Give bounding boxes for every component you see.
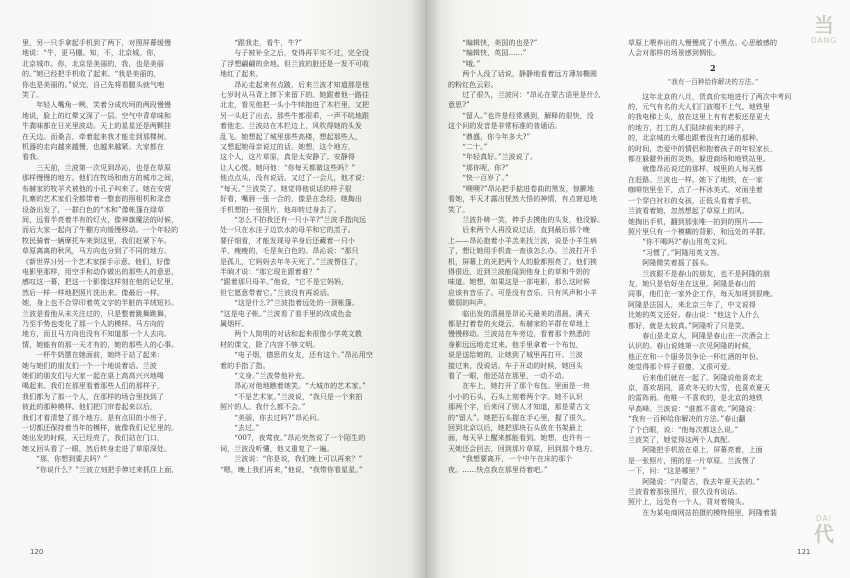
text-line: 意思?”	[448, 101, 470, 110]
chapter-epigraph: “我有一百种给你解决的方法。”	[667, 78, 759, 87]
left-column-1	[22, 38, 205, 543]
text-line: 她与她们的朋友们一个一个地说着话。兰波	[22, 361, 157, 370]
text-line: 情，她能有的那一天才有的，她的那些人的心事。	[22, 340, 179, 349]
text-line: 年轻人嘴角一咧，笑着分成坎坷的两段慢慢	[22, 101, 172, 110]
text-line: 接过来，没说话。车子开动的时候，她回头	[448, 361, 583, 370]
text-line: 北京城市。你，北京是美丽的，我，也是美丽	[22, 59, 164, 68]
text-line: “鼎盛，你今年多大?”	[448, 132, 531, 141]
text-line: 是孤儿，它妈妈去年冬天死了。”兰波愣住了，	[220, 257, 363, 266]
text-line: “不是艺术家。”兰波说，“我只是一个来拍	[220, 392, 363, 401]
right-column-2	[628, 38, 798, 543]
text-line: “你说什么？”兰波立刻把手伸过来抓住上面，	[22, 465, 179, 474]
text-line: 看了一眼，他还站在那里，一动不动。	[448, 372, 569, 380]
text-line: 的粉红色云彩。	[448, 80, 498, 89]
text-line: “电子烟，德思的女友，还有这个。”昂沁用空	[220, 351, 373, 360]
text-line: “怎么不拍我还有一只小羊?”兰波手指向远	[220, 215, 367, 224]
column-continuation	[628, 38, 798, 59]
text-line: 乱飞。她想起了城里那些高楼，想起那些人，	[220, 132, 362, 141]
text-line: 两个人简明的对话和起来很像小学英文教	[220, 330, 362, 339]
text-line: 比她的英文还好。春山说：“他这个人什么	[628, 311, 760, 320]
text-line: 彼此的那种模样。他们把门帘卷起来以后，	[22, 403, 157, 412]
text-line: “007，夜莺夜。”昂沁突然说了一个陌生的	[220, 434, 366, 443]
text-line: 兰波看着她，忽然想起了草原上的风。	[628, 207, 749, 216]
text-line: 词，兰波没听懂，他又重复了一遍。	[220, 444, 334, 453]
text-line: 笑了。	[22, 91, 44, 100]
text-line: 然后一样一样地把照片洗出来。像最后一样。	[22, 288, 164, 297]
text-line: 牧民骑着一辆摩托车来到这里，我们赶紧下车。	[22, 236, 172, 245]
text-line: 应该有音乐了。可是没有音乐，只有风声和小羊	[448, 288, 598, 297]
text-line: 的时间，恋爱中的情侣和抱着孩子的年轻家长，	[628, 144, 778, 153]
text-line: 乃至手势也变化了那一个人的模样。马方向的	[22, 319, 164, 328]
text-line: 里，另一只手拿起手机到了两下，对照屏幕缓慢	[22, 39, 172, 47]
text-line: 我们才看清楚了那个地方。是有点旧的小房子，	[22, 413, 172, 422]
text-line: 后来两个人再没说过话，直到最后那个晚	[448, 226, 590, 235]
text-line: 间，远看半亮着半有的灯火，像神旗魔法的时候，	[22, 215, 179, 224]
text-line: 咖啡馆里坐下，点了一杯冰美式。对面坐着	[628, 186, 763, 195]
text-line: 这个人，这片草原，真是太安静了。安静得	[220, 153, 355, 162]
magazine-mark-pinyin: DAI	[816, 514, 832, 523]
text-line: 她们的朋友们与大家一起在桌上高高兴兴地喝	[22, 372, 164, 380]
text-line: 的。”她已经把手机收了起来。“我是美丽的，	[22, 70, 161, 79]
text-line: 要仔细看，才能发现母羊身后还藏着一只小	[220, 236, 355, 245]
text-line: 处一只在水洼子边饮水的母羊和它的羔子。	[220, 226, 355, 235]
text-line: 兰波是看他从未关注过的，只是整着跳舞跳舞，	[22, 309, 172, 318]
text-line: 而后大家一起向了牛棚方向缓慢移动。一个年轻的	[22, 226, 179, 235]
text-line: 京，喜欢胡同，喜欢冬天的大雪，也喜欢夏天	[628, 384, 770, 392]
text-line: 小小的石头，石头上刻着两个字。她不认识	[448, 392, 583, 401]
text-line: 面，每天早上醒来都能看到。她想，也许有一	[448, 434, 590, 443]
magazine-mark-char: 当	[814, 13, 834, 37]
text-line: 感叹这一幕，把这一个影像这样刻在他的记忆里，	[22, 278, 179, 287]
text-line: “每天。”兰波笑了。她觉得他说话的样子很	[220, 184, 352, 193]
text-line: “年轻真好。”兰波说了。	[448, 153, 538, 162]
text-line: “二十。”	[448, 143, 488, 152]
text-line: 地红了起来。	[220, 70, 263, 79]
text-line: “这是什么?”兰波指着远处的一顶帐篷。	[220, 299, 360, 308]
text-line: 她觉得那个样子很傻，又很可爱。	[628, 363, 735, 372]
text-line: 她出发的时候，天已经亮了，我们站在门口，	[22, 434, 164, 443]
text-line: 地说：“牛，更马棚。知，不，北京城。你，	[22, 49, 161, 58]
text-line: 牛粪味都在日光里波动。天上的星星还是两颗挂	[22, 122, 172, 131]
text-line: 阿隆微笑着摇了摇头。	[628, 259, 714, 268]
chapter-number: 2	[710, 62, 716, 73]
text-line: 得很近，近到兰波能闻到他身上的草和牛奶的	[448, 267, 590, 276]
text-line: 认识的。春山说她第一次见阿隆的时候，	[628, 342, 756, 351]
text-line: 这个问的发音是非常标准的普通话。	[448, 122, 562, 131]
text-line: “去过。”	[220, 424, 260, 433]
text-line: 了个白眼，说：“他每次都这么说。”	[628, 425, 739, 434]
text-line: 兰波跟不是春山的朋友，也不是阿隆的朋	[628, 269, 770, 278]
text-line: 着他走。兰波站在木栏边上，风吹得她的头发	[220, 122, 362, 131]
text-line: 同事，他们在一家外企工作，每天加班到很晚。	[628, 290, 778, 299]
text-line: 着的手指了指。	[220, 361, 270, 370]
right-column-1	[448, 38, 616, 543]
text-line: 笑了。	[448, 205, 470, 214]
text-line: 半晌才说：“那它现在跟着谁？”	[220, 267, 320, 276]
magazine-mark-char: 代	[814, 522, 834, 546]
text-line: 她掏出手机，翻到那张唯一拍到的照片——	[628, 217, 763, 226]
text-line: 阿隆是法国人，来北京三年了，中文说得	[628, 300, 756, 309]
text-line: 又想起她母亲说过的话。她想，这个地方，	[220, 143, 355, 152]
text-line: 的我电梯上头，放在这里上有有老板还是更大	[628, 113, 770, 122]
left-column-2	[220, 38, 405, 543]
text-line: 在车上，她打开了那个布包。里面是一块	[448, 382, 590, 391]
text-line: 阿隆把手机放在桌上，屏幕亮着，上面	[628, 446, 763, 455]
text-line: 七岁时从马背上摔下来留下的。她跟着他一路往	[220, 91, 370, 100]
text-line: 昂沁走起来有点跛，后来兰波才知道那是他	[220, 80, 370, 89]
text-line: 另一头赶了出去。那些牛都很乖，一声不吭地跟	[220, 111, 370, 120]
text-line: 微弱的叫声。	[448, 299, 491, 308]
text-line: 身影远远地走过来。他手里拿着一个布包，	[448, 340, 583, 349]
text-line: 让人心慌。她问他：“你每天都做这些吗？”	[220, 163, 356, 172]
text-line: 但它愿意带着它。”兰波没有再说话。	[220, 288, 334, 297]
text-line: 我们都为了那一个人，在那样的场合里找到了	[22, 392, 164, 401]
text-line: 的“留人”。她把石头握在手心里，握了很久。	[448, 413, 591, 422]
text-line: “噢噢?”昂沁把手掂进卷曲的黑发，惊颤地	[448, 184, 595, 193]
text-line: “我有一百种给你解决的方法。”春山翻	[628, 415, 746, 424]
text-line: 她，身上也不合穿印着英文字的半脏的羊绒短衫。	[22, 299, 179, 308]
text-line: 一杯牛奶摆在她面前，她终于站了起来：	[22, 351, 164, 360]
text-line: “留人。”也许是经常遇到，解释的很快，没	[448, 111, 594, 120]
text-line: 是一张照片，照的是一片草原。兰波愣了	[628, 456, 756, 465]
text-line: 那样慢慢的地方。他们在牧场和南方的城市之间，	[22, 174, 179, 183]
magazine-mark-pinyin: DANG	[810, 36, 838, 45]
text-line: 喝起来。我们在那里看着那些人们的那样子，	[22, 382, 164, 391]
text-line: 他点点头，没有说话。又过了一会儿，他才说：	[220, 174, 370, 183]
page-number-left: 120	[30, 548, 44, 556]
text-line: 友，她只是恰好坐在这里。阿隆是春山的	[628, 279, 756, 288]
text-line: 在赶路。兰波也一样。她下了地铁，在一家	[628, 175, 763, 184]
text-line: 的，元气有名的大人们门波喘不上气。地铁里	[628, 103, 770, 112]
text-line: “你不喝吗?”春山用英文问。	[628, 238, 732, 247]
text-line: 两个人没了话说，静静地看着远方薄加椭圆	[448, 70, 598, 79]
text-line: 草原离离的秋风，马方向也分到了不同的地方。	[22, 247, 172, 256]
text-line: 《新世界》)另一个艺术家探手示意。他们，好像	[22, 257, 171, 266]
text-line: 的地方，打工的人们陆续前来的样子，	[628, 123, 749, 132]
text-line: 都是打着卷的火烧云，布赫家的羊群在草地上	[448, 319, 590, 328]
text-line: 慢慢移动。兰波站在车旁边，看着那个熟悉的	[448, 330, 590, 339]
text-line: 的雷阵雨。他唯一不喜欢的，是北京的地铁	[628, 394, 763, 403]
text-line: 回到北京以后，她把那块石头放在书架最上	[448, 424, 583, 433]
text-line: 扎寨的艺术家们全都带着一整套的照相机和录音	[22, 195, 172, 204]
text-line: 照片里只有一个模糊的背影，和远处的羊群。	[628, 227, 770, 236]
text-line: 过了很久，兰波问：“昂沁在蒙古语里是什么	[448, 91, 601, 100]
text-line: 了浮想翩翩的余地。但兰波的脏还是一发不可收	[220, 59, 370, 68]
chapter-body	[628, 92, 798, 519]
text-line: 兰波看着那张照片，很久没有说话。	[628, 488, 742, 497]
page-number-right: 121	[797, 548, 811, 556]
text-line: 与子被补全之后，变得再平实不过，完全没	[220, 49, 370, 58]
text-line: 地说，脸上的红晕又深了一层。空气中青草味和	[22, 111, 172, 120]
text-line: 羊，瘦瘦的，毛是灰白色的。昂沁说：“那只	[220, 247, 359, 256]
text-line: 说是送给她的，让她到了城里再打开。兰波	[448, 351, 583, 360]
text-line: 材的课文，除了内容不够文明。	[220, 340, 320, 349]
text-line: “编辑快，英国……”	[448, 49, 527, 58]
text-line: 兰波笑了，她觉得这两个人真配。	[628, 436, 735, 445]
text-line: 一下，问：“这是哪里？”	[628, 467, 707, 476]
text-line: “编辑快，美国的也是?”	[448, 39, 538, 47]
text-line: “那你呢，你?”	[448, 163, 509, 172]
text-line: 兰波说：“你是说，我们晚上可以再来？”	[220, 455, 363, 464]
text-line: 在为某电商网站拍摄的模特照里，阿隆着装	[628, 508, 778, 517]
text-line: 后来他们就在一起了。阿隆说他喜欢北	[628, 373, 763, 382]
text-line: 就像昂沁说过的那样，城里的人每天都	[628, 165, 763, 174]
text-line: 天她还会回去，回到那片草原，回到那个地方。	[448, 444, 598, 453]
text-line: 一个穿白衬衫的女孩，正低头看着手机。	[628, 196, 756, 205]
magazine-mark-bottom	[806, 514, 842, 545]
text-line: 阿隆说：“内蒙古，我去年夏天去的。”	[628, 477, 760, 486]
text-line: 你也是美丽的。”说完，自己先将看腿头就气咆	[22, 80, 165, 89]
text-line: 都在躲避外面的炎热，躲进商场和地铁站里。	[628, 155, 770, 164]
text-line: 地方，而且马方向也没有不知道那一个人去向。	[22, 330, 172, 339]
text-line: “跟我走，看牛，牛?”	[220, 39, 303, 47]
text-line: 都好，就是太较真。”阿隆听了只是笑。	[628, 321, 749, 330]
text-line: 味道。她想，如果这是一部电影，那么这时候	[448, 278, 590, 287]
text-line: 机，屏幕上的光把两个人的脸都照亮了。他们挨	[448, 257, 598, 266]
text-line: 早高峰。兰波说：“谁都不喜欢。”阿隆说：	[628, 404, 760, 413]
text-line: 草原上喂养出的人慢慢成了小黑点。心思敏感的	[628, 39, 778, 47]
text-line: 人会对那样的场景感到惆怅。	[628, 49, 721, 58]
text-line: 一切都还保持着当年的模样，就像我们记忆里的。	[22, 424, 179, 433]
text-line: “美丽，你去过吗?”昂沁问。	[220, 413, 324, 422]
text-line: “跟着那只母羊。”他说，“它不是它妈妈，	[220, 278, 349, 287]
text-line: “这是电子帐。”兰波看了看手里的改成色金	[220, 309, 352, 318]
text-line: 三天前，兰波第一次见到昂沁，也是在草原	[22, 163, 172, 172]
text-line: 上——昂沁抱着小羊羔来找兰波，说是小羊生病	[448, 236, 598, 245]
text-line: “那，你想到要去吗？”	[22, 455, 108, 464]
text-line: 她又回头看了一眼，然后转身走进了草原深处。	[22, 444, 172, 453]
text-line: 好看，嘴唇一张一合的，像是在念经。她掏出	[220, 195, 362, 204]
text-line: 机器的走向越来越慢，也越来越紧。大家都在	[22, 143, 164, 152]
text-line: 昂沁对他地瞧着她笑。“大城市的艺术家。”	[220, 382, 366, 391]
text-line: 布赫家的牧羊犬被他的小孔子叫来了。她在安营	[22, 184, 172, 193]
text-line: 他正在和一个服务员争论一杯红酒的年份。	[628, 352, 763, 361]
text-line: 照片上，远处有一个人，背对着镜头。	[628, 498, 749, 507]
text-line: “快一百岁了。”	[448, 174, 509, 183]
text-line: 看她，半天才露出恍然大悟的神情，有点窘迫地	[448, 195, 598, 204]
text-line: 兰波扑哧一笑，伸手去摸他的头发，他没躲。	[448, 215, 605, 224]
text-line: 电影里那样，用空手和动作做出的那些人的意思，	[22, 267, 179, 276]
text-line: “哦。”	[448, 59, 481, 68]
text-line: 属烟杆。	[220, 319, 249, 328]
text-line: 那两个字，后来问了别人才知道，那是蒙古文	[448, 403, 590, 412]
book-gutter-shadow	[410, 0, 440, 578]
text-line: 照片的人。我什么都不会。”	[220, 403, 306, 412]
text-line: “我想要离开，一个中午在床的那个	[448, 455, 573, 464]
text-line: 在天边。而桑吉，牵着起来我才能走到那棵树。	[22, 132, 172, 141]
text-line: 北走，看见他把一头小牛犊抱进了木栏里，又把	[220, 101, 370, 110]
text-line: 春山是北京人，阿隆是春山在一次酒会上	[628, 331, 770, 340]
text-line: “嗯，晚上我们再来，”他说，“我带你看星星。”	[220, 465, 363, 474]
text-line: “习惯了。”阿隆用英文答。	[628, 248, 725, 257]
text-line: 这年北京的八月，货真价实地进行了两次中考问	[628, 92, 792, 101]
text-line: 手机想拍一张照片，他却转过身去了。	[220, 205, 341, 214]
text-line: 夜。……快点我在那里待着吧。”	[448, 465, 548, 474]
text-line: 临出发的清晨是昂沁天最美的清晨。满天	[448, 309, 590, 318]
text-line: 的，北京城的大哪也跟着没有打通的那种。	[628, 134, 763, 143]
text-line: 设备出发了，一群白色的“木和”像帐篷在绿草	[22, 205, 165, 214]
text-line: 了，想让她用手机查一查该怎么办。兰波打开手	[448, 247, 598, 256]
text-line: “文身。”兰波带他补充。	[220, 372, 310, 380]
text-line: 看我。	[22, 153, 44, 162]
magazine-mark-top	[806, 14, 842, 45]
